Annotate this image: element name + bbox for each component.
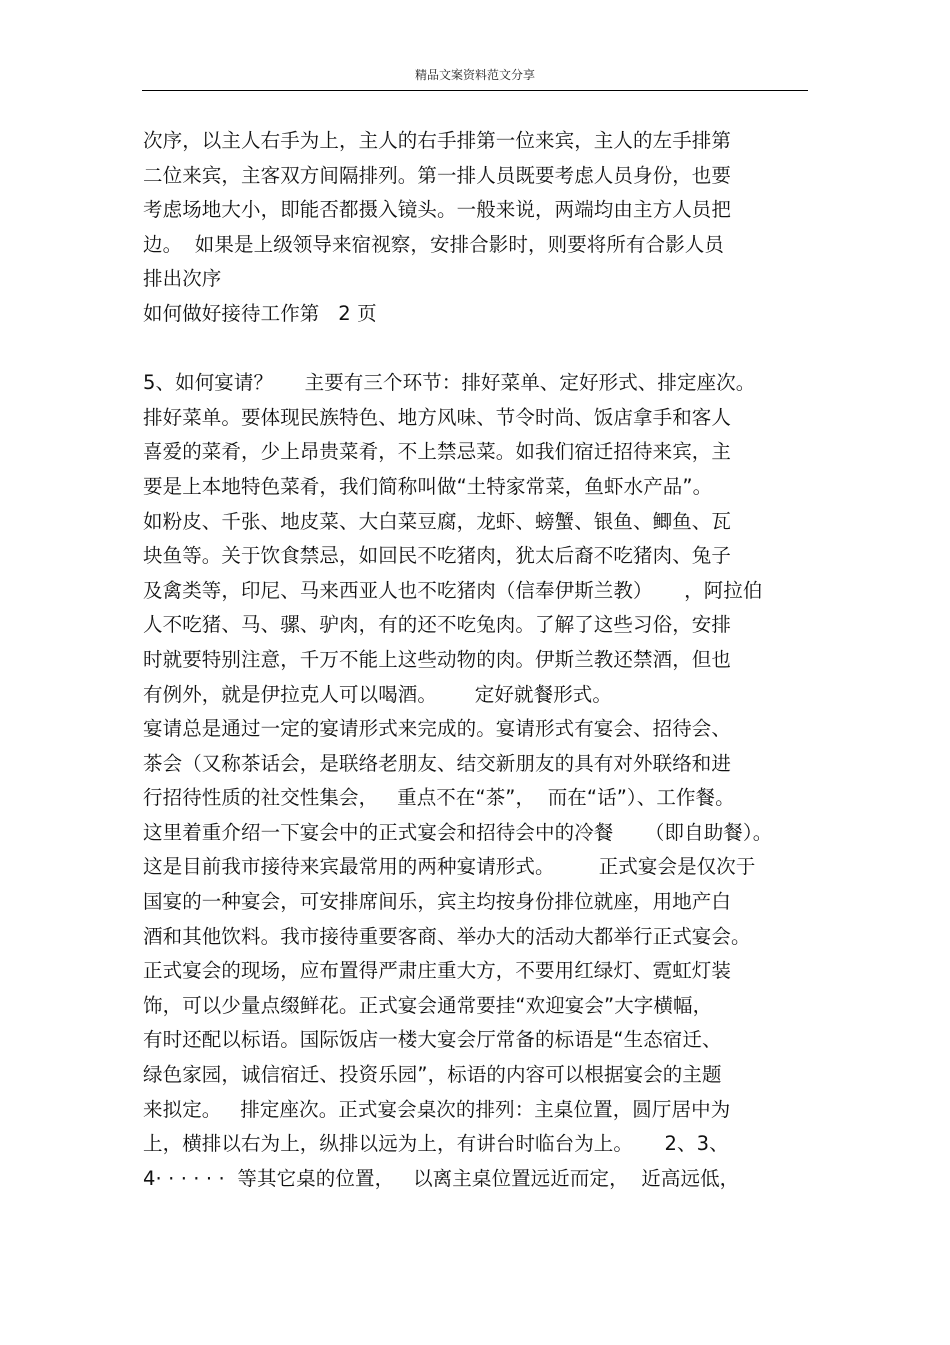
text-line: 饰，可以少量点缀鲜花。正式宴会通常要挂“欢迎宴会”大字横幅， xyxy=(143,993,713,1017)
text-line: 正式宴会的现场，应布置得严肃庄重大方，不要用红绿灯、霓虹灯装 xyxy=(143,959,732,983)
text-line: 喜爱的菜肴，少上昂贵菜肴，不上禁忌菜。如我们宿迁招待来宾，主 xyxy=(143,440,732,464)
text-line: 及禽类等，印尼、马来西亚人也不吃猪肉（信奉伊斯兰教） ，阿拉伯 xyxy=(143,578,763,602)
text-line: 有例外，就是伊拉克人可以喝酒。 定好就餐形式。 xyxy=(143,682,612,706)
page-header: 精品文案资料范文分享 xyxy=(414,68,535,82)
text-line: 有时还配以标语。国际饭店一楼大宴会厅常备的标语是“生态宿迁、 xyxy=(143,1028,722,1052)
text-line: 时就要特别注意，千万不能上这些动物的肉。伊斯兰教还禁酒，但也 xyxy=(143,647,732,671)
text-line: 块鱼等。关于饮食禁忌，如回民不吃猪肉，犹太后裔不吃猪肉、兔子 xyxy=(143,544,732,568)
text-line: 要是上本地特色菜肴，我们简称叫做“土特家常菜，鱼虾水产品”。 xyxy=(143,474,713,498)
text-line: 酒和其他饮料。我市接待重要客商、举办大的活动大都举行正式宴会。 xyxy=(143,924,751,948)
text-line: 4· · · · · · 等其它桌的位置， 以离主桌位置远近而定， 近高远低， xyxy=(143,1166,740,1190)
header-divider xyxy=(142,90,808,91)
text-line: 考虑场地大小，即能否都摄入镜头。一般来说，两端均由主方人员把 xyxy=(143,198,732,222)
text-line: 边。 如果是上级领导来宿视察，安排合影时，则要将所有合影人员 xyxy=(143,232,724,256)
text-line: 排好菜单。要体现民族特色、地方风味、节令时尚、饭店拿手和客人 xyxy=(143,405,732,429)
document-body xyxy=(143,124,823,1196)
text-line: 排出次序 xyxy=(143,267,222,291)
text-line: 国宴的一种宴会，可安排席间乐，宾主均按身份排位就座，用地产白 xyxy=(143,890,732,914)
text-line: 茶会（又称茶话会，是联络老朋友、结交新朋友的具有对外联络和进 xyxy=(143,751,732,775)
text-line: 绿色家园，诚信宿迁、投资乐园”，标语的内容可以根据宴会的主题 xyxy=(143,1063,722,1087)
blank-line xyxy=(143,332,823,367)
text-line: 5、如何宴请？ 主要有三个环节：排好菜单、定好形式、排定座次。 xyxy=(143,371,756,395)
text-line: 如粉皮、千张、地皮菜、大白菜豆腐，龙虾、螃蟹、银鱼、鲫鱼、瓦 xyxy=(143,509,732,533)
text-line: 如何做好接待工作第 2 页 xyxy=(143,301,377,325)
text-line: 二位来宾，主客双方间隔排列。第一排人员既要考虑人员身份，也要 xyxy=(143,163,732,187)
text-line: 次序，以主人右手为上，主人的右手排第一位来宾，主人的左手排第 xyxy=(143,129,732,152)
text-line: 这是目前我市接待来宾最常用的两种宴请形式。 正式宴会是仅次于 xyxy=(143,855,756,879)
text-line: 行招待性质的社交性集会， 重点不在“茶”， 而在“话”）、工作餐。 xyxy=(143,786,735,810)
text-line: 上，横排以右为上，纵排以远为上，有讲台时临台为上。 2、3、 xyxy=(143,1132,729,1156)
text-line: 这里着重介绍一下宴会中的正式宴会和招待会中的冷餐 （即自助餐）。 xyxy=(143,820,773,844)
text-line: 人不吃猪、马、骡、驴肉，有的还不吃兔肉。了解了这些习俗，安排 xyxy=(143,613,732,637)
text-line: 宴请总是通过一定的宴请形式来完成的。宴请形式有宴会、招待会、 xyxy=(143,717,732,741)
text-line: 来拟定。 排定座次。正式宴会桌次的排列：主桌位置，圆厅居中为 xyxy=(143,1097,731,1121)
